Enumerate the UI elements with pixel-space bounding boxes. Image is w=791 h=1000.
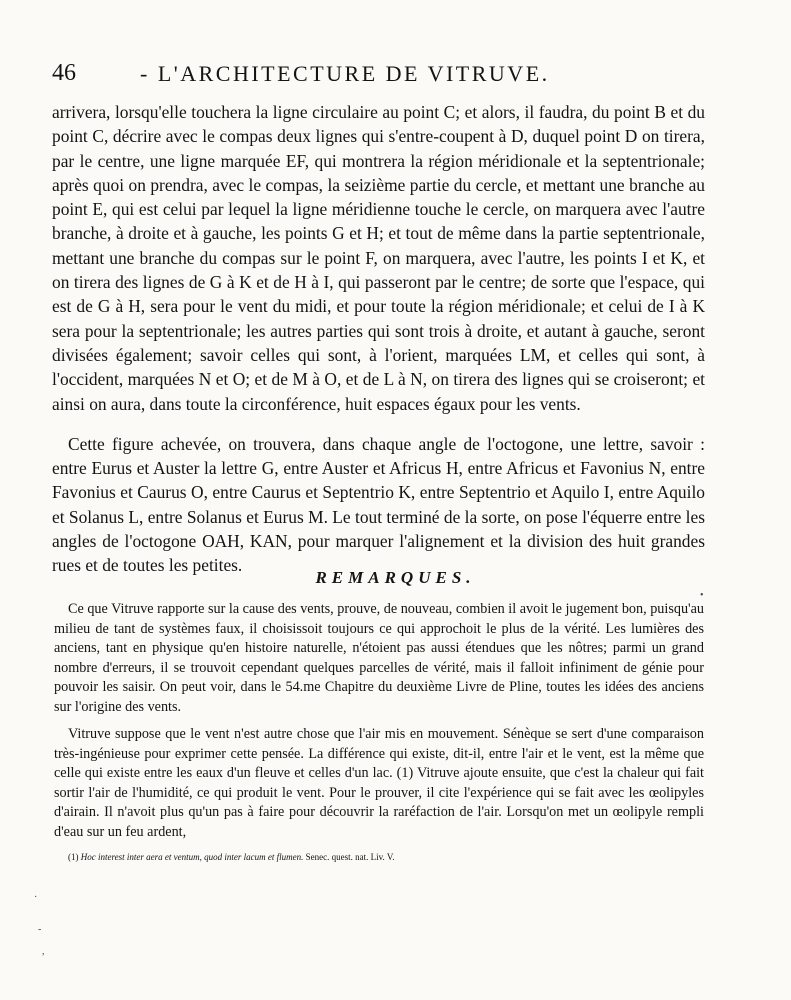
footnote-marker: (1) — [68, 852, 79, 862]
body-paragraph: arrivera, lorsqu'elle touchera la ligne circulaire au point C; et alors, il faudra, du point B et du point C, décrire avec le compas deux lignes qui s'entre-coupent à D, duquel point D on tirera, par le centre, une ligne marquée EF, qui montrera la région méridionale et la septentrionale; après quoi on prendra, avec le compas, la seizième partie du cercle, et mettant une branche au point E, qui est celui par lequel la ligne méridienne touche le cercle, on marquera avec l'autre branche, à droite et à gauche, les points G et H; et tout de même dans la partie septentrionale, mettant une branche du compas sur le point F, on marquera, avec l'autre, les points I et K, et on tirera des lignes de G à K et de H à I, qui passeront par le centre; de sorte que l'espace, qui est de G à H, sera pour le vent du midi, et pour toute la région méridionale; et celui de I à K sera pour la septentrionale; les autres parties qui sont trois à droite, et autant à gauche, seront divisées également; savoir celles qui sont, à l'orient, marquées LM, et celles qui sont, à l'occident, marquées N et O; et de M à O, et de L à N, on tirera des lignes qui se croiseront; et ainsi on aura, dans toute la circonférence, huit espaces égaux pour les vents. — [52, 102, 705, 414]
main-text — [52, 100, 705, 578]
running-title: - L'ARCHITECTURE DE VITRUVE. — [140, 61, 550, 86]
remarks-paragraph: Vitruve suppose que le vent n'est autre chose que l'air mis en mouvement. Sénèque se sert d'une comparaison très-ingénieuse pour exprimer cette pensée. La différence qui existe, dit-il, entre l'air et le vent, est la même que celle qui existe entre les eaux d'un fleuve et celles d'un lac. (1) Vitruve ajoute ensuite, que c'est la chaleur qui fait sortir l'air de l'humidité, ce qui produit le vent. Pour le prouver, il cite l'expérience qui se fait avec les œolipyles d'airain. Il n'avoit plus qu'un pas à faire pour découvrir la raréfaction de l'air. Lorsqu'on met un œolipyle rempli d'eau sur un feu ardent, — [54, 726, 704, 840]
print-speck: - — [38, 924, 42, 935]
print-speck: · — [34, 892, 38, 903]
page-number: 46 — [52, 60, 76, 86]
footnote-source: Senec. quest. nat. Liv. V. — [305, 852, 395, 862]
print-speck: , — [42, 946, 45, 957]
body-paragraph: Cette figure achevée, on trouvera, dans chaque angle de l'octogone, une lettre, savoir : entre Eurus et Auster la lettre G, entre Auster et Africus H, entre Africus et Favonius N, entre Favonius et Caurus O, entre Caurus et Septentrio K, entre Septentrio et Aquilo I, entre Aquilo et Solanus L, entre Solanus et Eurus M. Le tout terminé de la sorte, on pose l'équerre entre les angles de l'octogone OAH, KAN, pour marquer l'alignement et la division des huit grandes rues et de toutes les petites. — [52, 433, 705, 576]
remarks-heading: REMARQUES. — [315, 568, 476, 587]
print-speck: • — [700, 590, 704, 601]
footnote-quote: Hoc interest inter aera et ventum, quod inter lacum et flumen. — [80, 852, 304, 862]
remarks-paragraph: Ce que Vitruve rapporte sur la cause des vents, prouve, de nouveau, combien il avoit le jugement bon, puisqu'au milieu de tant de systèmes faux, il choisissoit toujours ce qui approchoit le plus de la vérité. Les lumières des anciens, tant en physique qu'en histoire naturelle, n'étoient pas aussi étendues que les nôtres; parmi un grand nombre d'erreurs, il se trouvoit cependant quelques parcelles de vérité, mais il falloit infiniment de génie pour pouvoir les saisir. On peut voir, dans le 54.me Chapitre du deuxième Livre de Pline, toutes les idées des anciens sur l'origine des vents. — [54, 601, 704, 715]
footnote — [68, 852, 394, 862]
remarks-section — [54, 600, 704, 842]
running-head — [52, 60, 731, 92]
